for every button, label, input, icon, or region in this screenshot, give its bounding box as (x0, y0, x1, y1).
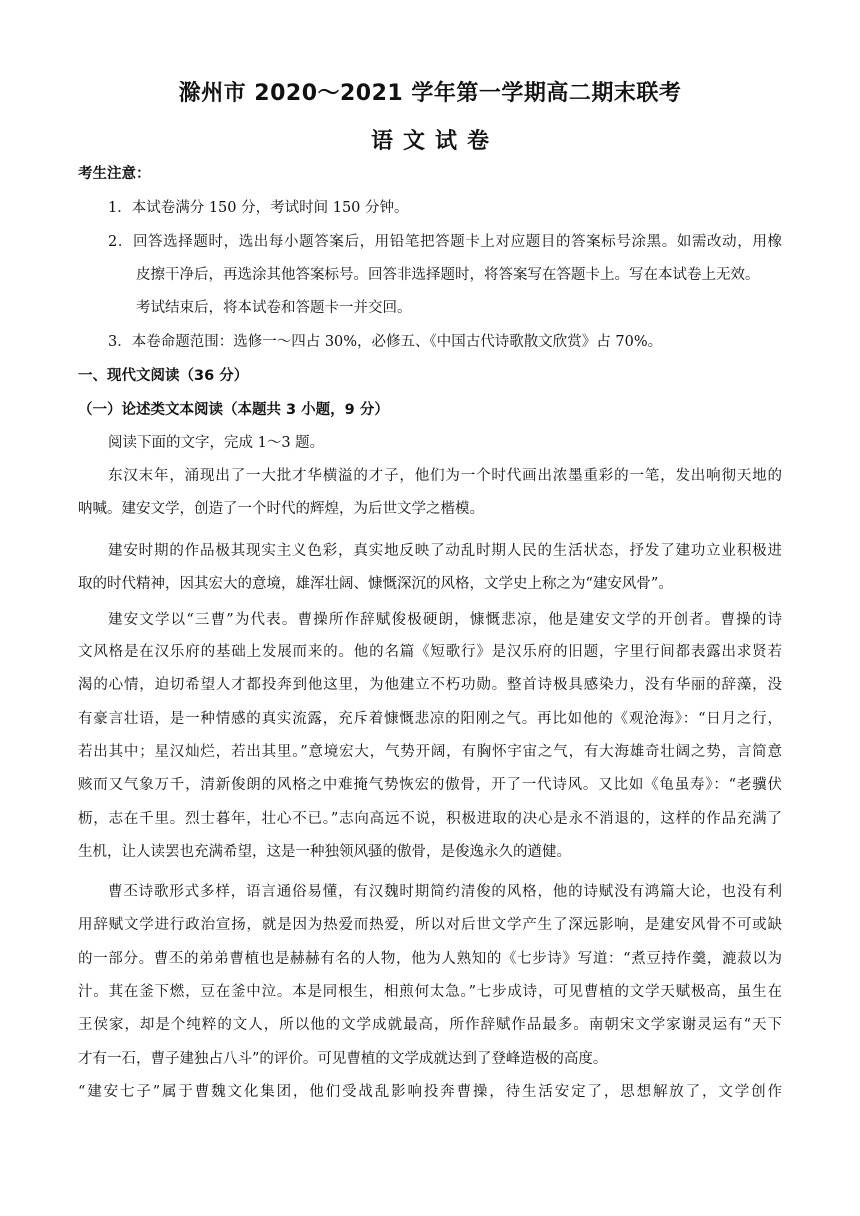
paragraph-line: 东汉末年，涌现出了一大批才华横溢的才子，他们为一个时代画出浓墨重彩的一笔，发出响彻天地的 (108, 468, 782, 484)
notice-item-3: 3．本卷命题范围：选修一～四占 30%，必修五、《中国古代诗歌散文欣赏》占 70%。 (108, 334, 663, 350)
paragraph-line: 若出其中；星汉灿烂，若出其里。”意境宏大，气势开阔，有胸怀宇宙之气，有大海雄奇壮阔之势，言简意 (78, 744, 782, 760)
notice-item-2-line-3: 考试结束后，将本试卷和答题卡一并交回。 (136, 300, 412, 316)
paragraph-line: 汁。萁在釜下燃，豆在釜中泣。本是同根生，相煎何太急。”七步成诗，可见曹植的文学天赋极高，虽生在 (78, 984, 782, 1000)
section-heading: 一、现代文阅读（36 分） (78, 368, 249, 384)
paragraph-line: 有豪言壮语，是一种情感的真实流露，充斥着慷慨悲凉的阳刚之气。再比如他的《观沧海》：“日月之行， (78, 711, 782, 727)
paragraph-line: 的一部分。曹丕的弟弟曹植也是赫赫有名的人物，他为人熟知的《七步诗》写道：“煮豆持作羹，漉菽以为 (78, 951, 782, 967)
paragraph-line: 渴的心情，迫切希望人才都投奔到他这里，为他建立不朽功勋。整首诗极具感染力，没有华丽的辞藻，没 (78, 677, 782, 693)
paragraph-line: 取的时代精神，因其宏大的意境，雄浑壮阔、慷慨深沉的风格，文学史上称之为“建安风骨”。 (78, 576, 673, 592)
exam-subtitle: 语文试卷 (370, 129, 499, 154)
paragraph-line: “建安七子”属于曹魏文化集团，他们受战乱影响投奔曹操，待生活安定了，思想解放了，文学创作 (78, 1084, 782, 1100)
paragraph-line: 建安时期的作品极其现实主义色彩，真实地反映了动乱时期人民的生活状态，抒发了建功立业积极进 (108, 543, 782, 559)
section-subheading: （一）论述类文本阅读（本题共 3 小题，9 分） (78, 402, 389, 418)
paragraph-line: 用辞赋文学进行政治宣扬，就是因为热爱而热爱，所以对后世文学产生了深远影响，是建安风骨不可或缺 (78, 917, 782, 933)
paragraph-line: 王侯家，却是个纯粹的文人，所以他的文学成就最高，所作辞赋作品最多。南朝宋文学家谢灵运有“天下 (78, 1017, 782, 1033)
paragraph-line: 曹丕诗歌形式多样，语言通俗易懂，有汉魏时期简约清俊的风格，他的诗赋没有鸿篇大论，也没有利 (108, 884, 782, 900)
paragraph-line: 赅而又气象万千，清新俊朗的风格之中难掩气势恢宏的傲骨，开了一代诗风。又比如《龟虽寿》：“老骥伏 (78, 777, 782, 793)
notice-item-2-line-2: 皮擦干净后，再选涂其他答案标号。回答非选择题时，将答案写在答题卡上。写在本试卷上无效。 (136, 267, 760, 283)
notice-item-2-line-1: 2．回答选择题时，选出每小题答案后，用铅笔把答题卡上对应题目的答案标号涂黑。如需改动，用橡 (108, 234, 782, 250)
notice-heading: 考生注意： (78, 166, 151, 182)
paragraph-line: 文风格是在汉乐府的基础上发展而来的。他的名篇《短歌行》是汉乐府的旧题，字里行间都表露出求贤若 (78, 644, 782, 660)
paragraph-line: 建安文学以“三曹”为代表。曹操所作辞赋俊极硬朗，慷慨悲凉，他是建安文学的开创者。曹操的诗 (108, 612, 782, 628)
paragraph-line: 生机，让人读罢也充满希望，这是一种独领风骚的傲骨，是俊逸永久的遒健。 (78, 844, 571, 860)
reading-instruction: 阅读下面的文字，完成 1～3 题。 (108, 435, 325, 451)
paragraph-line: 呐喊。建安文学，创造了一个时代的辉煌，为后世文学之楷模。 (78, 501, 484, 517)
paragraph-line: 才有一石，曹子建独占八斗”的评价。可见曹植的文学成就达到了登峰造极的高度。 (78, 1051, 608, 1067)
notice-item-1: 1．本试卷满分 150 分，考试时间 150 分钟。 (108, 200, 409, 216)
paragraph-line: 枥，志在千里。烈士暮年，壮心不已。”志向高远不说，积极进取的决心是永不消退的，这样的作品充满了 (78, 811, 782, 827)
exam-title: 滁州市 2020～2021 学年第一学期高二期末联考 (178, 81, 682, 106)
